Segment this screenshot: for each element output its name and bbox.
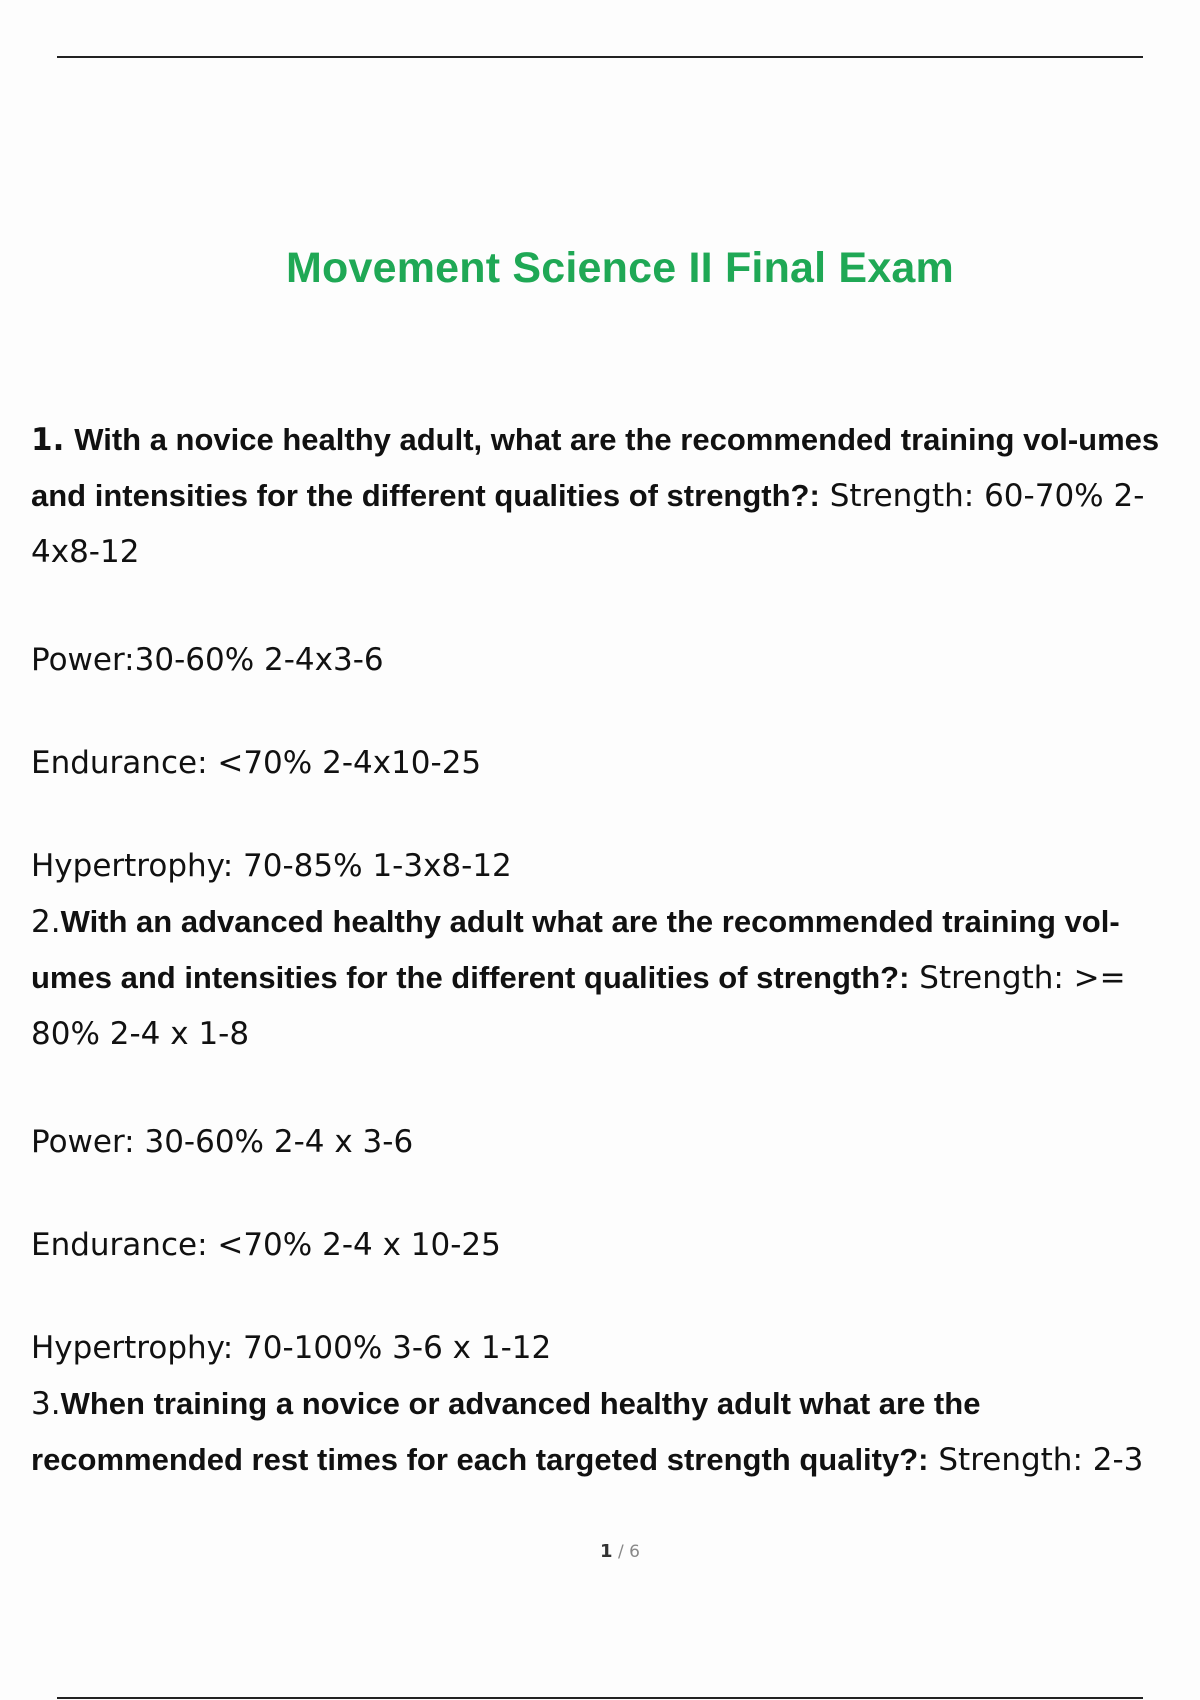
current-page: 1	[600, 1541, 613, 1562]
answer-line: Endurance: <70% 2-4x10-25	[31, 745, 482, 781]
question-number: 2.	[31, 904, 61, 940]
question-text: When training a novice or advanced healthy adult what are the recommended rest times for each targeted strength quality?:	[31, 1386, 981, 1477]
answer-line: Power:30-60% 2-4x3-6	[31, 642, 384, 678]
question-text: With a novice healthy adult, what are the recommended training vol-umes and intensities for the different qualities of strength?:	[31, 422, 1160, 513]
question-2	[31, 894, 1181, 1062]
document-title: Movement Science II Final Exam	[286, 244, 954, 292]
question-number: 3.	[31, 1386, 61, 1422]
question-number: 1.	[31, 422, 65, 458]
page-separator: /	[617, 1542, 624, 1562]
question-3	[31, 1376, 1181, 1488]
top-rule	[57, 56, 1143, 58]
question-1	[31, 412, 1181, 580]
bottom-rule	[57, 1697, 1143, 1699]
total-pages: 6	[629, 1542, 640, 1562]
question-text: With an advanced healthy adult what are the recommended training vol-umes and intensities for the different qualities of strength?:	[31, 904, 1120, 995]
answer-text: Strength: 2-3	[938, 1442, 1144, 1478]
answer-line: Hypertrophy: 70-100% 3-6 x 1-12	[31, 1330, 552, 1366]
answer-line: Endurance: <70% 2-4 x 10-25	[31, 1227, 501, 1263]
answer-text: Strength: >= 80% 2-4 x 1-8	[31, 960, 1126, 1052]
answer-text: Strength: 60-70% 2-4x8-12	[31, 478, 1145, 570]
page-indicator	[0, 1541, 1200, 1562]
document-body	[31, 412, 1181, 1488]
answer-line: Power: 30-60% 2-4 x 3-6	[31, 1124, 414, 1160]
answer-line: Hypertrophy: 70-85% 1-3x8-12	[31, 848, 512, 884]
